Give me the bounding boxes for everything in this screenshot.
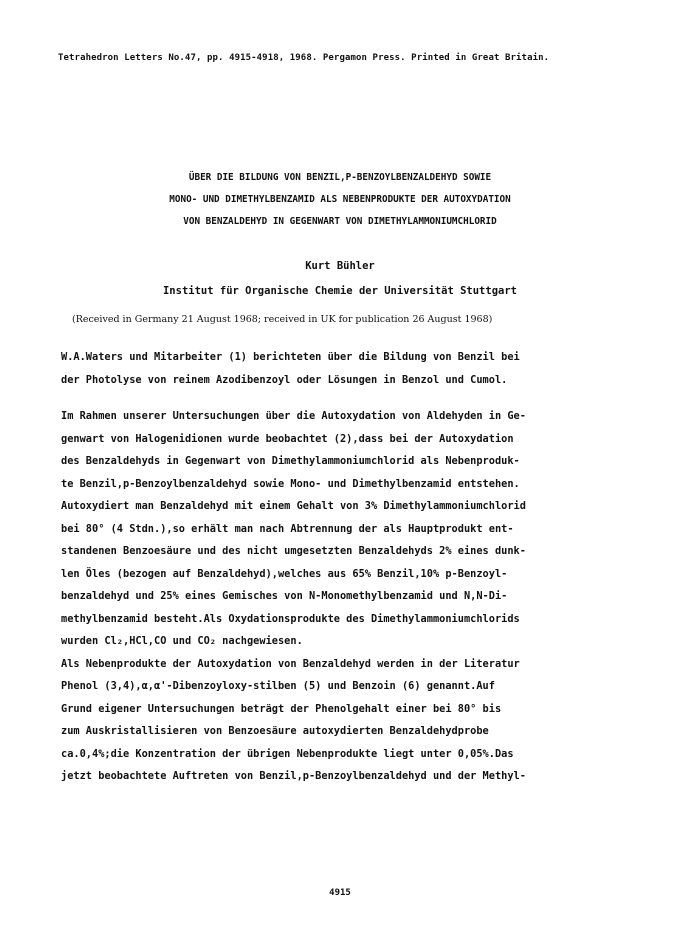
received-dates: (Received in Germany 21 August 1968; received in UK for publication 26 August 1968) [72, 314, 493, 325]
paragraph-main [61, 405, 621, 788]
text-line: Als Nebenprodukte der Autoxydation von Benzaldehyd werden in der Literatur [61, 657, 520, 670]
text-line: methylbenzamid besteht.Als Oxydationsprodukte des Dimethylammoniumchlorids [61, 612, 520, 625]
journal-citation: Tetrahedron Letters No.47, pp. 4915-4918, 1968. Pergamon Press. Printed in Great Britain. [58, 53, 550, 63]
text-line: Phenol (3,4),α,α'-Dibenzoyloxy-stilben (5) und Benzoin (6) genannt.Auf [61, 680, 495, 692]
text-line: Im Rahmen unserer Untersuchungen über die Autoxydation von Aldehyden in Ge- [61, 410, 526, 422]
author-affiliation: Institut für Organische Chemie der Universität Stuttgart [162, 285, 517, 297]
text-line: Grund eigener Untersuchungen beträgt der Phenolgehalt einer bei 80° bis [61, 702, 502, 715]
title-line: ÜBER DIE BILDUNG VON BENZIL,P-BENZOYLBENZALDEHYD SOWIE [188, 172, 492, 183]
text-line: jetzt beobachtete Auftreten von Benzil,p-Benzoylbenzaldehyd und der Methyl- [61, 770, 526, 782]
text-line: des Benzaldehyds in Gegenwart von Dimethylammoniumchlorid als Nebenproduk- [61, 455, 520, 467]
text-line: te Benzil,p-Benzoylbenzaldehyd sowie Mono- und Dimethylbenzamid entstehen. [61, 477, 520, 490]
title-line: MONO- UND DIMETHYLBENZAMID ALS NEBENPRODUKTE DER AUTOXYDATION [169, 194, 511, 205]
text-line: genwart von Halogenidionen wurde beobachtet (2),dass bei der Autoxydation [61, 432, 514, 445]
title-line: VON BENZALDEHYD IN GEGENWART VON DIMETHYLAMMONIUMCHLORID [183, 216, 497, 227]
text-line: W.A.Waters und Mitarbeiter (1) berichteten über die Bildung von Benzil bei [61, 351, 520, 363]
paragraph-intro [61, 346, 621, 391]
text-line: ca.0,4%;die Konzentration der übrigen Nebenprodukte liegt unter 0,05%.Das [61, 747, 514, 760]
text-line: bei 80° (4 Stdn.),so erhält man nach Abtrennung der als Hauptprodukt ent- [61, 522, 514, 535]
text-line: benzaldehyd und 25% eines Gemisches von N-Monomethylbenzamid und N,N-Di- [61, 590, 508, 602]
text-line: wurden Cl₂,HCl,CO und CO₂ nachgewiesen. [61, 635, 303, 647]
text-line: standenen Benzoesäure und des nicht umgesetzten Benzaldehyds 2% eines dunk- [61, 545, 526, 557]
author-name: Kurt Bühler [305, 260, 375, 272]
article-title [0, 167, 680, 233]
text-line: Autoxydiert man Benzaldehyd mit einem Gehalt von 3% Dimethylammoniumchlorid [61, 500, 526, 512]
text-line: zum Auskristallisieren von Benzoesäure autoxydierten Benzaldehydprobe [61, 725, 489, 737]
text-line: der Photolyse von reinem Azodibenzoyl oder Lösungen in Benzol und Cumol. [61, 373, 508, 386]
text-line: len Öles (bezogen auf Benzaldehyd),welches aus 65% Benzil,10% p-Benzoyl- [61, 567, 508, 580]
page-number: 4915 [329, 888, 351, 898]
